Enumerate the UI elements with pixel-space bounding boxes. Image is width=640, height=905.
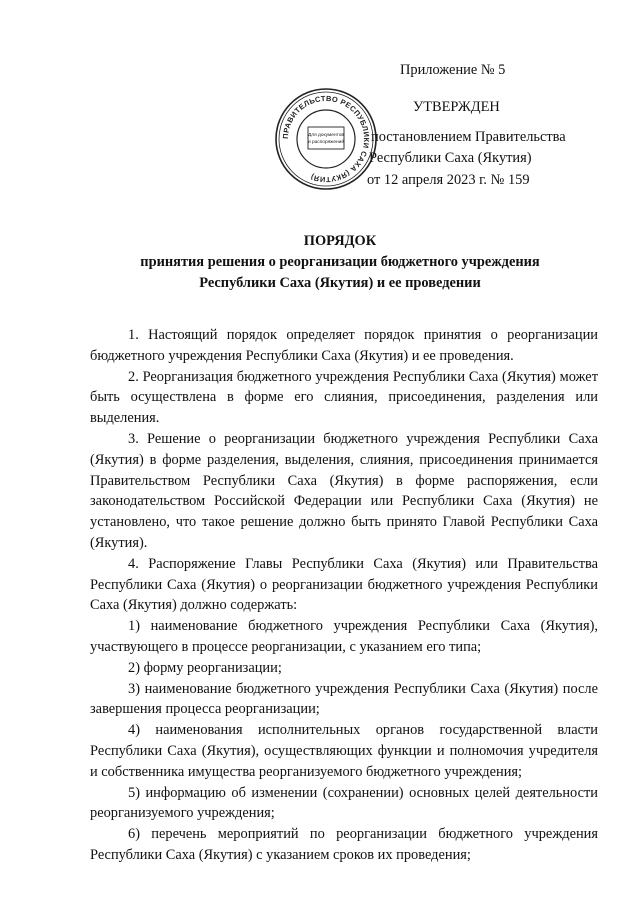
paragraph-1: 1. Настоящий порядок определяет порядок принятия о реорганизации бюджетного учреждения Республики Саха (Якутия) и ее проведения. [90, 327, 598, 364]
list-item-6: 6) перечень мероприятий по реорганизации бюджетного учреждения Республики Саха (Якутия) с указанием сроков их проведения; [90, 826, 598, 863]
svg-text:Для документов: Для документов [308, 133, 344, 138]
list-item-1: 1) наименование бюджетного учреждения Республики Саха (Якутия), участвующего в процессе реорганизации, с указанием его типа; [90, 618, 598, 655]
document-body [90, 325, 598, 866]
paragraph-4: 4. Распоряжение Главы Республики Саха (Якутия) или Правительства Республики Саха (Якутия) о реорганизации бюджетного учреждения Республики Саха (Якутия) должно содержать: [90, 555, 598, 614]
list-item-5: 5) информацию об изменении (сохранении) основных целей деятельности реорганизуемого учреждения; [90, 784, 598, 822]
republic-line: Республики Саха (Якутия) [369, 150, 532, 166]
appendix-number: Приложение № 5 [400, 62, 506, 78]
list-item-3: 3) наименование бюджетного учреждения Республики Саха (Якутия) после завершения процесса реорганизации; [90, 680, 598, 718]
svg-text:ПРАВИТЕЛЬСТВО РЕСПУБЛИКИ САХА: ПРАВИТЕЛЬСТВО РЕСПУБЛИКИ САХА (ЯКУТИЯ) [280, 93, 372, 185]
document-title [40, 231, 640, 294]
decree-line: постановлением Правительства [371, 129, 566, 145]
list-item-2: 2) форму реорганизации; [128, 659, 282, 676]
list-item-4: 4) наименования исполнительных органов государственной власти Республики Саха (Якутия), осуществляющих функции и полномочия учредителя и собственника имущества реорганизуемого бюджетного учреждения; [90, 722, 598, 780]
title-heading: ПОРЯДОК [303, 233, 377, 249]
official-stamp-icon [274, 87, 378, 191]
title-subheading-1: принятия решения о реорганизации бюджетного учреждения [140, 254, 540, 270]
approved-label: УТВЕРЖДЕН [413, 99, 500, 115]
title-subheading-2: Республики Саха (Якутия) и ее проведении [199, 275, 481, 291]
decree-date: от 12 апреля 2023 г. № 159 [367, 172, 530, 188]
svg-text:и распоряжений: и распоряжений [307, 140, 345, 145]
paragraph-2: 2. Реорганизация бюджетного учреждения Республики Саха (Якутия) может быть осуществлена в форме его слияния, присоединения, разделения или выделения. [90, 368, 598, 427]
paragraph-3: 3. Решение о реорганизации бюджетного учреждения Республики Саха (Якутия) в форме разделения, выделения, слияния, присоединения принимается Правительством Республики Саха (Якутия) в форме распоряжения, если законодательством Российской Федерации или Республики Саха (Якутия) не установлено, что такое решение должно быть принято Главой Республики Саха (Якутия). [90, 430, 598, 551]
